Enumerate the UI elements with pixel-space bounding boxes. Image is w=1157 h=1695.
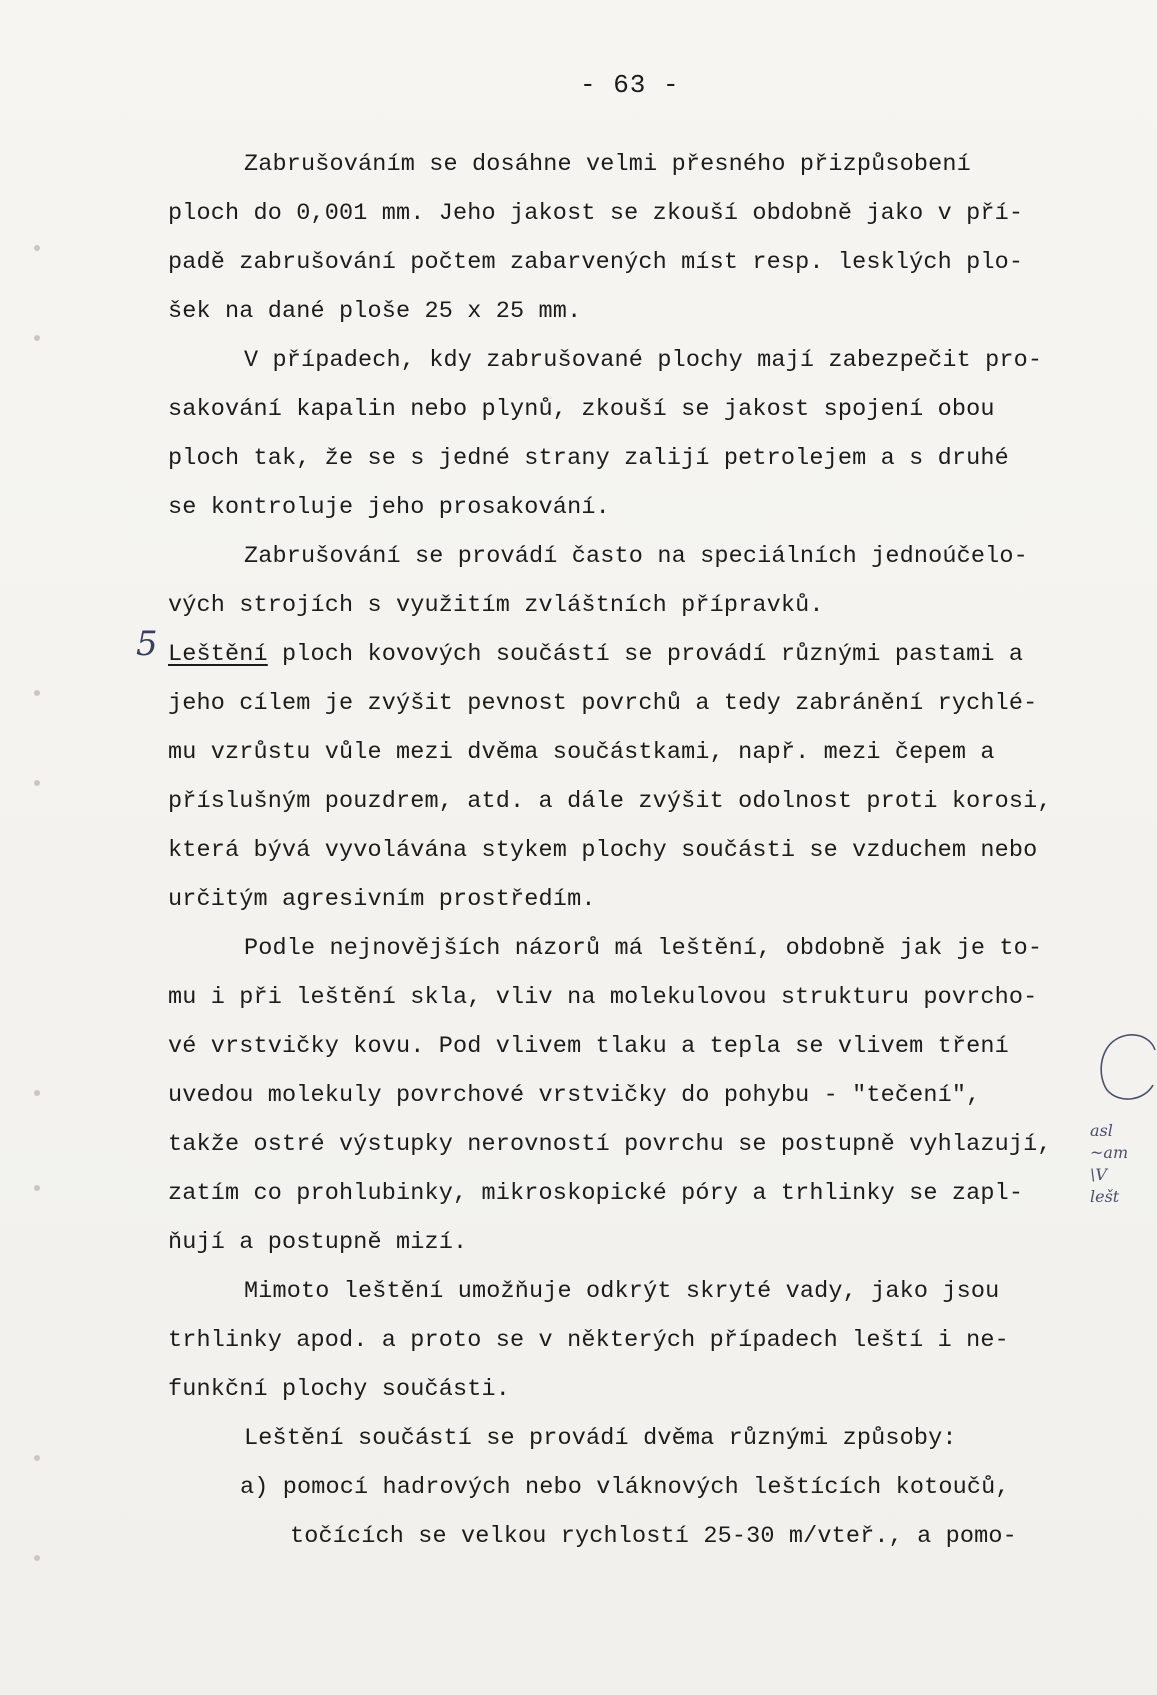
text-line-content: vých strojích s využitím zvláštních přípravků. — [168, 592, 824, 619]
text-line — [168, 777, 1128, 826]
text-line-content: šek na dané ploše 25 x 25 mm. — [168, 298, 582, 325]
text-line-content: ploch kovových součástí se provádí různými pastami a — [267, 641, 1024, 668]
text-line — [168, 385, 1128, 434]
text-line — [168, 483, 1128, 532]
text-line-content: točících se velkou rychlostí 25-30 m/vteř., a pomo- — [290, 1523, 1017, 1550]
text-line — [168, 1512, 1128, 1561]
margin-section-mark: 5 — [136, 624, 158, 664]
text-line-content: se kontroluje jeho prosakování. — [168, 494, 610, 521]
text-line — [168, 1316, 1128, 1365]
text-line — [168, 1267, 1128, 1316]
text-line-content: V případech, kdy zabrušované plochy mají zabezpečit pro- — [244, 347, 1043, 374]
text-line — [168, 581, 1128, 630]
text-line — [168, 924, 1128, 973]
text-line-content: padě zabrušování počtem zabarvených míst resp. lesklých plo- — [168, 249, 1024, 276]
text-line — [168, 1169, 1128, 1218]
text-line — [168, 336, 1128, 385]
text-line-content: funkční plochy součásti. — [168, 1376, 511, 1403]
text-line-content: Podle nejnovějších názorů má leštění, obdobně jak je to- — [244, 935, 1043, 962]
binding-hole — [34, 780, 40, 786]
text-line-content: která bývá vyvolávána stykem plochy součásti se vzduchem nebo — [168, 837, 1038, 864]
text-line-content: ploch do 0,001 mm. Jeho jakost se zkouší obdobně jako v pří- — [168, 200, 1024, 227]
text-line — [168, 826, 1128, 875]
text-line-content: Zabrušování se provádí často na speciálních jednoúčelo- — [244, 543, 1028, 570]
text-line — [168, 287, 1128, 336]
text-line — [168, 630, 1128, 679]
binding-hole — [34, 335, 40, 341]
text-line — [168, 1022, 1128, 1071]
text-line-content: trhlinky apod. a proto se v některých případech leští i ne- — [168, 1327, 1009, 1354]
text-line — [168, 875, 1128, 924]
text-line — [168, 1365, 1128, 1414]
binding-hole — [34, 245, 40, 251]
text-line-content: sakování kapalin nebo plynů, zkouší se jakost spojení obou — [168, 396, 995, 423]
text-line — [168, 140, 1128, 189]
text-line — [168, 1463, 1128, 1512]
binding-hole — [34, 690, 40, 696]
handwritten-margin-note: asl ~am \V lešt — [1090, 1121, 1129, 1206]
text-line-content: mu i při leštění skla, vliv na molekulovou strukturu povrcho- — [168, 984, 1038, 1011]
text-line-content: uvedou molekuly povrchové vrstvičky do pohybu - "tečení", — [168, 1082, 981, 1109]
binding-hole — [34, 1090, 40, 1096]
binding-hole — [34, 1185, 40, 1191]
text-line-content: vé vrstvičky kovu. Pod vlivem tlaku a tepla se vlivem tření — [168, 1033, 1009, 1060]
text-line-content: příslušným pouzdrem, atd. a dále zvýšit odolnost proti korosi, — [168, 788, 1052, 815]
binding-hole — [34, 1555, 40, 1561]
text-line — [168, 1071, 1128, 1120]
text-line-content: a) pomocí hadrových nebo vláknových leštících kotoučů, — [240, 1474, 1010, 1501]
text-line-content: ploch tak, že se s jedné strany zalijí petrolejem a s druhé — [168, 445, 1009, 472]
text-line-content: takže ostré výstupky nerovností povrchu se postupně vyhlazují, — [168, 1131, 1052, 1158]
text-line-content: Leštění součástí se provádí dvěma různými způsoby: — [244, 1425, 957, 1452]
text-line — [168, 1120, 1128, 1169]
text-line — [168, 434, 1128, 483]
text-line-content: zatím co prohlubinky, mikroskopické póry a trhlinky se zapl- — [168, 1180, 1024, 1207]
handwritten-doodle — [1095, 1030, 1157, 1110]
binding-hole — [34, 1455, 40, 1461]
text-line — [168, 532, 1128, 581]
text-line-content: ňují a postupně mizí. — [168, 1229, 468, 1256]
text-line-content: jeho cílem je zvýšit pevnost povrchů a tedy zabránění rychlé- — [168, 690, 1038, 717]
text-line — [168, 1414, 1128, 1463]
text-line-content: určitým agresivním prostředím. — [168, 886, 596, 913]
underlined-term: Leštění — [168, 641, 268, 668]
text-line — [168, 1218, 1128, 1267]
text-line — [168, 189, 1128, 238]
text-line — [168, 728, 1128, 777]
body-text — [168, 140, 1128, 1561]
text-line-content: Mimoto leštění umožňuje odkrýt skryté vady, jako jsou — [244, 1278, 1000, 1305]
text-line — [168, 973, 1128, 1022]
text-line — [168, 238, 1128, 287]
text-line-content: mu vzrůstu vůle mezi dvěma součástkami, např. mezi čepem a — [168, 739, 995, 766]
page-number: - 63 - — [580, 70, 680, 100]
text-line-content: Zabrušováním se dosáhne velmi přesného přizpůsobení — [244, 151, 971, 178]
text-line — [168, 679, 1128, 728]
